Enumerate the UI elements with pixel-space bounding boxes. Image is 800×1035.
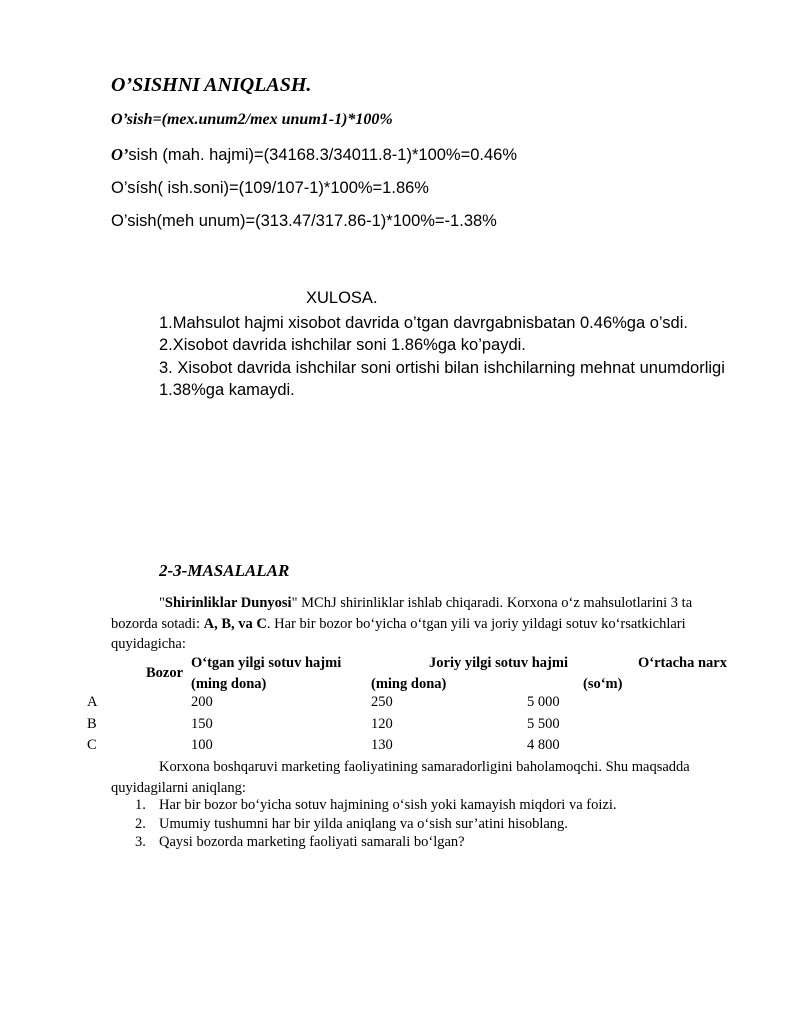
- table-cell-market: B: [87, 716, 97, 732]
- table-cell: 250: [371, 694, 393, 710]
- col-header-curr-volume: Joriy yilgi sotuv hajmi (ming dona): [371, 655, 568, 692]
- conclusion-line: 1.38%ga kamaydi.: [159, 381, 295, 399]
- table-cell: 200: [191, 694, 213, 710]
- table-cell: 100: [191, 737, 213, 753]
- task-item: 2. Umumiy tushumni har bir yilda aniqlang va o‘sish sur’atini hisoblang.: [135, 816, 568, 832]
- growth-formula: O’sish=(mex.unum2/mex unum1-1)*100%: [111, 111, 393, 128]
- task-intro: Korxona boshqaruvi marketing faoliyatining samaradorligini baholamoqchi. Shu maqsadda quyidagilarni aniqlang:: [111, 759, 690, 796]
- calc-line-workers: O’sísh( ish.soni)=(109/107-1)*100%=1.86%: [111, 179, 429, 197]
- table-cell: 130: [371, 737, 393, 753]
- col-header-prev-volume: O‘tgan yilgi sotuv hajmi (ming dona): [191, 655, 342, 692]
- table-cell: 5 000: [527, 694, 560, 710]
- col-header-avg-price: O‘rtacha narx (so‘m): [583, 655, 727, 692]
- company-name: Shirinliklar Dunyosi: [164, 595, 292, 611]
- task-item: 3. Qaysi bozorda marketing faoliyati samarali bo‘lgan?: [135, 834, 465, 850]
- calc-line-productivity: O’sish(meh unum)=(313.47/317.86-1)*100%=-1.38%: [111, 212, 497, 230]
- conclusion-line: 1.Mahsulot hajmi xisobot davrida o’tgan davrgabnisbatan 0.46%ga o’sdi.: [159, 314, 688, 332]
- market-names: A, B, va C: [203, 615, 267, 632]
- table-cell: 5 500: [527, 716, 560, 732]
- table-cell-market: C: [87, 737, 97, 753]
- task-item: 1. Har bir bozor bo‘yicha sotuv hajmining o‘sish yoki kamayish miqdori va foizi.: [135, 797, 617, 813]
- problem-intro: "Shirinliklar Dunyosi" MChJ shirinliklar ishlab chiqaradi. Korxona o‘z mahsulotlarini 3 ta bozorda sotadi: A, B, va C. Har bir bozor bo‘yicha o‘tgan yili va joriy yildagi sotuv ko‘rsatkichlari quyidagicha:: [111, 595, 693, 652]
- table-cell-market: A: [87, 694, 98, 710]
- table-cell: 4 800: [527, 737, 560, 753]
- table-cell: 150: [191, 716, 213, 732]
- col-header-bozor: Bozor: [146, 665, 184, 681]
- conclusion-line: 3. Xisobot davrida ishchilar soni ortishi bilan ishchilarning mehnat unumdorligi: [159, 359, 725, 377]
- table-cell: 120: [371, 716, 393, 732]
- problems-title: 2-3-MASALALAR: [159, 561, 290, 580]
- calc-line-volume: O’sish (mah. hajmi)=(34168.3/34011.8-1)*100%=0.46%: [111, 145, 518, 164]
- conclusion-line: 2.Xisobot davrida ishchilar soni 1.86%ga ko’paydi.: [159, 336, 526, 354]
- conclusion-title: XULOSA.: [306, 289, 378, 307]
- section-heading: O’SISHNI ANIQLASH.: [111, 74, 312, 96]
